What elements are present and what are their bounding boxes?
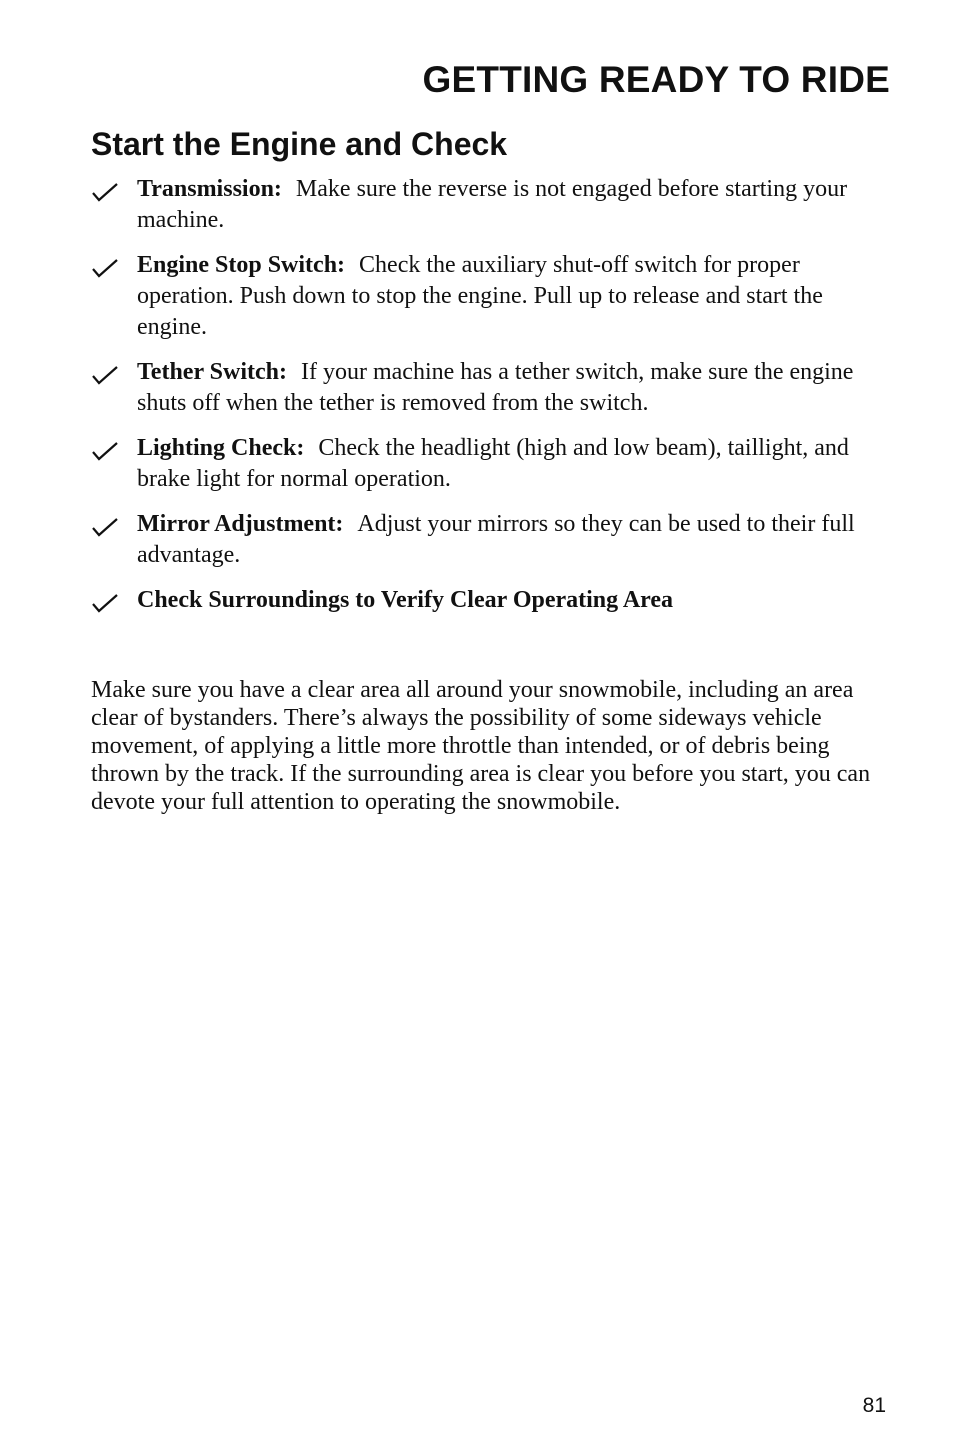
checklist-item-label: Check Surroundings to Verify Clear Operating Area <box>137 587 674 613</box>
checklist-item-text: Check the auxiliary shut-off switch for proper operation. Push down to stop the engine. Pull up to release and start the engine. <box>137 252 823 340</box>
checklist-item-mirror-adjustment <box>91 509 891 571</box>
checklist-item-text: Adjust your mirrors so they can be used to their full advantage. <box>137 511 855 568</box>
checklist-item-label: Engine Stop Switch: <box>137 252 346 278</box>
checklist-item-engine-stop-switch <box>91 250 891 343</box>
checklist <box>91 174 891 630</box>
checklist-item-tether-switch <box>91 357 891 419</box>
checklist-item-lighting-check <box>91 433 891 495</box>
checkmark-icon <box>91 182 119 202</box>
checklist-item-text: If your machine has a tether switch, make sure the engine shuts off when the tether is removed from the switch. <box>137 359 854 416</box>
checklist-item-label: Tether Switch: <box>137 359 287 385</box>
checkmark-icon <box>91 593 119 613</box>
checklist-item-label: Lighting Check: <box>137 435 305 461</box>
section-title: Start the Engine and Check <box>91 126 508 162</box>
checklist-item-label: Transmission: <box>137 176 282 202</box>
chapter-title: GETTING READY TO RIDE <box>422 59 890 100</box>
body-paragraph: Make sure you have a clear area all around your snowmobile, including an area clear of bystanders. There’s always the possibility of some sideways vehicle movement, of applying a little more throttle than intended, or of debris being thrown by the track. If the surrounding area is clear you before you start, you can devote your full attention to operating the snowmobile. <box>91 677 871 815</box>
checkmark-icon <box>91 517 119 537</box>
checklist-item-check-surroundings <box>91 585 891 616</box>
checklist-item-transmission <box>91 174 891 236</box>
checkmark-icon <box>91 258 119 278</box>
checkmark-icon <box>91 365 119 385</box>
checkmark-icon <box>91 441 119 461</box>
checklist-item-text: Make sure the reverse is not engaged before starting your machine. <box>137 176 848 233</box>
checklist-item-text: Check the headlight (high and low beam), taillight, and brake light for normal operation. <box>137 435 849 492</box>
page-number: 81 <box>862 1394 886 1417</box>
checklist-item-label: Mirror Adjustment: <box>137 511 344 537</box>
